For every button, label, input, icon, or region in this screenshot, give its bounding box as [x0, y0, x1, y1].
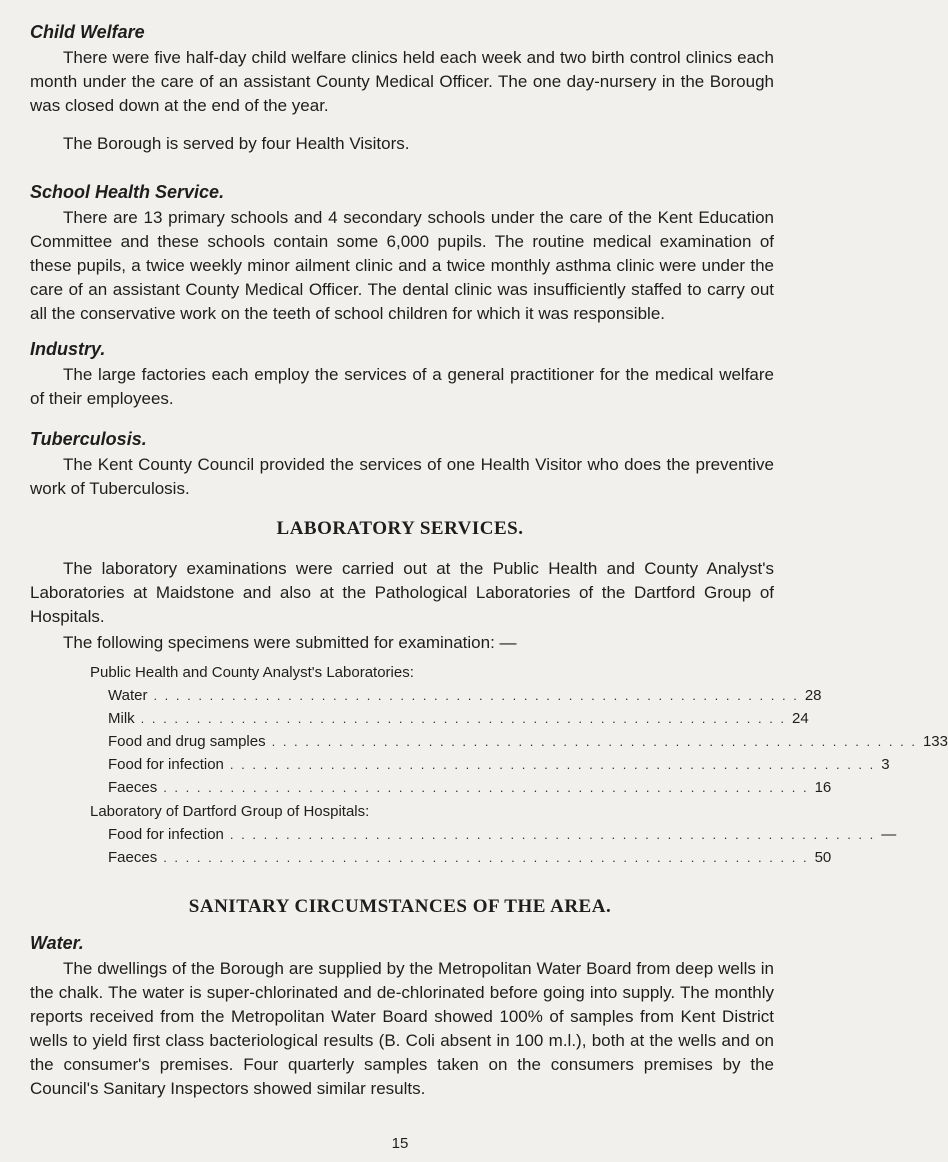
- table-row: [108, 756, 890, 776]
- row-label: Food for infection: [108, 756, 224, 773]
- row-label: Faeces: [108, 779, 158, 796]
- table-row: [108, 826, 897, 846]
- school-health-paragraph: There are 13 primary schools and 4 secondary schools under the care of the Kent Education Committee and these schools contain some 6,000 pupils. The routine medical examination of these pupils, a twice weekly minor ailment clinic and a twice monthly asthma clinic were under the care of an assistant County Medical Officer. The dental clinic was insufficiently staffed to carry out all the conservative work on the teeth of school children for which it was responsible.: [30, 208, 774, 323]
- page-number: 15: [391, 1135, 409, 1152]
- table-row: [108, 779, 832, 799]
- dartford-lab-title: Laboratory of Dartford Group of Hospitals:: [90, 803, 370, 820]
- health-visitors-paragraph: The Borough is served by four Health Visitors.: [63, 134, 410, 153]
- row-value: 28: [804, 687, 822, 704]
- row-value: —: [881, 826, 897, 843]
- table-row: [108, 710, 809, 730]
- row-label: Food for infection: [108, 826, 224, 843]
- water-paragraph: The dwellings of the Borough are supplied by the Metropolitan Water Board from deep wells in the chalk. The water is super-chlorinated and de-chlorinated before going into supply. The monthly reports received from the Metropolitan Water Board showed 100% of samples from Kent District wells to yield first class bacteriological results (B. Coli absent in 100 m.l.), both at the wells and on the consumer's premises. Four quarterly samples taken on the consumers premises by the Council's Sanitary Inspectors showed similar results.: [30, 959, 774, 1098]
- sanitary-circumstances-heading: SANITARY CIRCUMSTANCES OF THE AREA.: [188, 896, 612, 917]
- row-label: Milk: [108, 710, 135, 727]
- laboratory-paragraph: The laboratory examinations were carried out at the Public Health and County Analyst's Laboratories at Maidstone and also at the Pathological Laboratories of the Dartford Group of Hospitals.: [30, 559, 774, 626]
- child-welfare-heading: Child Welfare: [30, 22, 145, 42]
- industry-paragraph: The large factories each employ the services of a general practitioner for the medical welfare of their employees.: [30, 365, 774, 408]
- table-row: [108, 687, 822, 707]
- table-row: [108, 733, 948, 753]
- industry-heading: Industry.: [30, 339, 106, 359]
- dot-leader: . . . . . . . . . . . . . . . . . . . . . . . . . . . . . . . . . . . . . . . . . . . . . . . . . . . . . . . . . .: [163, 780, 809, 795]
- child-welfare-paragraph: There were five half-day child welfare clinics held each week and two birth control clinics each month under the care of an assistant County Medical Officer. The one day-nursery in the Borough was closed down at the end of the year.: [30, 48, 774, 115]
- row-label: Faeces: [108, 849, 158, 866]
- dot-leader: . . . . . . . . . . . . . . . . . . . . . . . . . . . . . . . . . . . . . . . . . . . . . . . . . . . . . . . . . .: [163, 850, 809, 865]
- row-value: 16: [814, 779, 832, 796]
- dot-leader: . . . . . . . . . . . . . . . . . . . . . . . . . . . . . . . . . . . . . . . . . . . . . . . . . . . . . . . . . .: [153, 688, 799, 703]
- dot-leader: . . . . . . . . . . . . . . . . . . . . . . . . . . . . . . . . . . . . . . . . . . . . . . . . . . . . . . . . . .: [229, 827, 876, 842]
- row-value: 133: [922, 733, 948, 750]
- dot-leader: . . . . . . . . . . . . . . . . . . . . . . . . . . . . . . . . . . . . . . . . . . . . . . . . . . . . . . . . . .: [271, 734, 917, 749]
- school-health-heading: School Health Service.: [30, 182, 225, 202]
- dot-leader: . . . . . . . . . . . . . . . . . . . . . . . . . . . . . . . . . . . . . . . . . . . . . . . . . . . . . . . . . .: [140, 711, 787, 726]
- water-heading: Water.: [30, 933, 84, 953]
- row-value: 24: [792, 710, 809, 727]
- public-health-lab-title: Public Health and County Analyst's Laboratories:: [90, 664, 414, 681]
- row-value: 3: [881, 756, 890, 773]
- table-row: [108, 849, 832, 869]
- dot-leader: . . . . . . . . . . . . . . . . . . . . . . . . . . . . . . . . . . . . . . . . . . . . . . . . . . . . . . . . . .: [229, 757, 876, 772]
- specimens-intro: The following specimens were submitted for examination: —: [63, 633, 517, 652]
- tuberculosis-heading: Tuberculosis.: [30, 429, 147, 449]
- laboratory-services-heading: LABORATORY SERVICES.: [276, 518, 524, 539]
- row-value: 50: [814, 849, 832, 866]
- row-label: Water: [108, 687, 148, 704]
- row-label: Food and drug samples: [108, 733, 266, 750]
- tuberculosis-paragraph: The Kent County Council provided the services of one Health Visitor who does the preventive work of Tuberculosis.: [30, 455, 774, 498]
